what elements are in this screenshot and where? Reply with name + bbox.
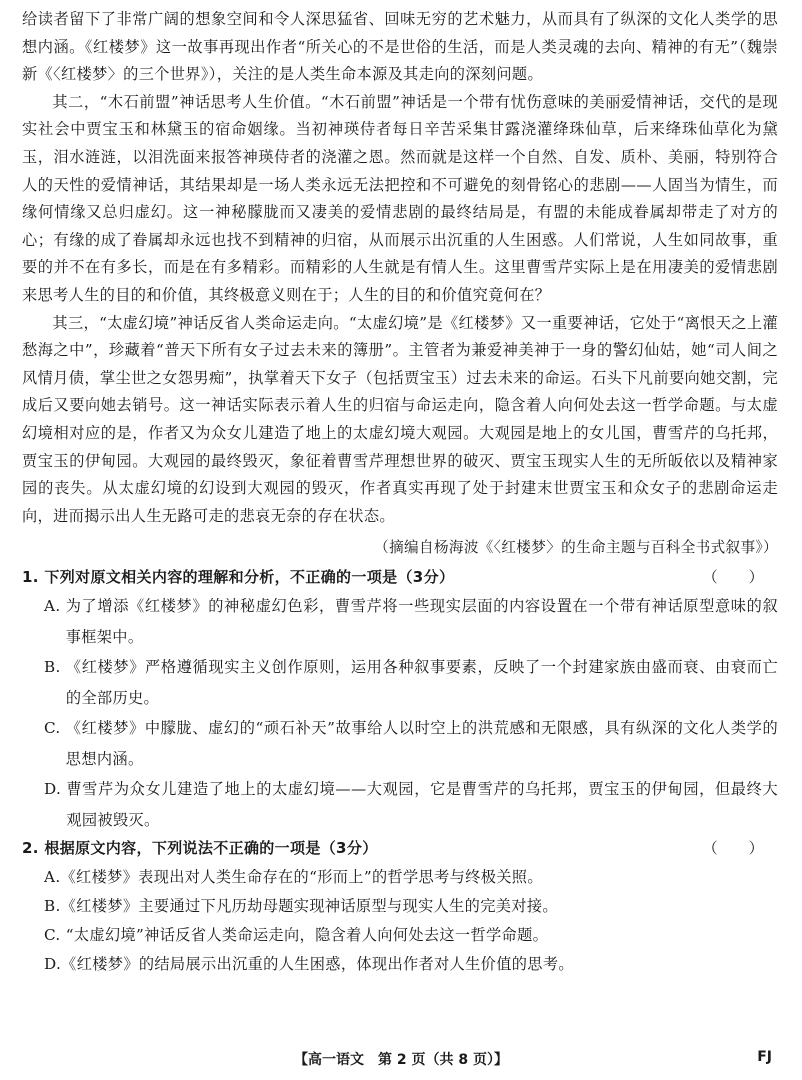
passage-paragraph-continued: 给读者留下了非常广阔的想象空间和令人深思猛省、回味无穷的艺术魅力，从而具有了纵深的文化人类学的思想内涵。《红楼梦》这一故事再现出作者“所关心的不是世俗的生活，而是人类灵魂的去向、精神的有无”（魏崇新《〈红楼梦〉的三个世界》），关注的是人类生命本源及其走向的深刻问题。: [22, 10, 778, 84]
question-1-option-d: [44, 774, 778, 835]
option-text: 《红楼梦》表现出对人类生命存在的“形而上”的哲学思考与终极关照。: [60, 868, 543, 887]
page-footer: [0, 1049, 802, 1073]
option-text: 曹雪芹为众女儿建造了地上的太虚幻境——大观园，它是曹雪芹的乌托邦，贾宝玉的伊甸园，但最终大观园被毁灭。: [66, 780, 778, 829]
option-text: 《红楼梦》中朦胧、虚幻的“顽石补天”故事给人以时空上的洪荒感和无限感，具有纵深的文化人类学的思想内涵。: [65, 719, 778, 768]
question-1-option-b: [44, 652, 778, 713]
question-2-option-d: [44, 950, 778, 979]
option-text: 为了增添《红楼梦》的神秘虚幻色彩，曹雪芹将一些现实层面的内容设置在一个带有神话原型意味的叙事框架中。: [65, 597, 778, 646]
footer-region-code: FJ: [757, 1049, 772, 1065]
passage-source: （摘编自杨海波《〈红楼梦〉的生命主题与百科全书式叙事》）: [374, 539, 778, 557]
question-2-stem: 2. 根据原文内容，下列说法不正确的一项是（3分）: [22, 839, 378, 858]
option-letter: B.: [44, 897, 61, 916]
question-1-option-a: [44, 591, 778, 652]
option-letter: D.: [44, 955, 62, 974]
question-1: [22, 564, 778, 836]
question-2-stem-row: [22, 835, 778, 863]
question-1-answer-bracket: （ ）: [702, 567, 764, 586]
question-2-answer-bracket: （ ）: [702, 839, 764, 858]
option-text: 《红楼梦》主要通过下凡历劫母题实现神话原型与现实人生的完美对接。: [60, 897, 558, 916]
option-letter: A.: [44, 868, 61, 887]
option-letter: C.: [44, 926, 66, 945]
question-2-option-c: [44, 921, 778, 950]
question-1-options: [22, 591, 778, 835]
question-1-option-c: [44, 713, 778, 774]
passage-paragraph-three: 其三，“太虚幻境”神话反省人类命运走向。“太虚幻境”是《红楼梦》又一重要神话，它处于“离恨天之上灌愁海之中”，珍藏着“普天下所有女子过去未来的簿册”。主管者为兼爱神美神于一身的警幻仙姑，她“司人间之风情月债，掌尘世之女怨男痴”，执掌着天下女子（包括贾宝玉）过去未来的命运。石头下凡前要向她交割，完成后又要向她去销号。这一神话实际表示着人生的归宿与命运走向，隐含着人向何处去这一哲学命题。与太虚幻境相对应的是，作者又为众女儿建造了地上的太虚幻境大观园。大观园是地上的女儿国，曹雪芹的乌托邦，贾宝玉的伊甸园。大观园的最终毁灭，象征着曹雪芹理想世界的破灭、贾宝玉现实人生的无所皈依以及精神家园的丧失。从太虚幻境的幻设到大观园的毁灭，作者真实再现了处于封建末世贾宝玉和众女子的悲剧命运走向，进而揭示出人生无路可走的悲哀无奈的存在状态。: [22, 313, 778, 525]
question-2-option-b: [44, 892, 778, 921]
footer-page-info: 【高一语文 第 2 页（共 8 页）】: [294, 1052, 508, 1068]
passage-paragraph-two: 其二，“木石前盟”神话思考人生价值。“木石前盟”神话是一个带有忧伤意味的美丽爱情神话，交代的是现实社会中贾宝玉和林黛玉的宿命姻缘。当初神瑛侍者每日辛苦采集甘露浇灌绛珠仙草，后来绛珠仙草化为黛玉，泪水涟涟，以泪洗面来报答神瑛侍者的浇灌之恩。然而就是这样一个自然、自发、质朴、美丽，特别符合人的天性的爱情神话，其结果却是一场人类永远无法把控和不可避免的刻骨铭心的悲剧——人固当为情生，而缘何情缘又总归虚幻。这一神秘朦胧而又凄美的爱情悲剧的最终结局是，有盟的未能成眷属却带走了对方的心；有缘的成了眷属却永远也找不到精神的归宿，从而展示出沉重的人生困惑。人们常说，人生如同故事，重要的并不在有多长，而是在有多精彩。而精彩的人生就是有情人生。这里曹雪芹实际上是在用凄美的爱情悲剧来思考人生的目的和价值，其终极意义则在于；人生的目的和价值究竟何在？: [22, 92, 778, 304]
question-2: [22, 835, 778, 979]
option-text: 《红楼梦》的结局展示出沉重的人生困惑，体现出作者对人生价值的思考。: [61, 955, 574, 974]
question-2-option-a: [44, 863, 778, 892]
option-letter: C.: [44, 719, 66, 738]
option-letter: D.: [44, 780, 67, 799]
question-1-stem-row: [22, 564, 778, 592]
page-content: [22, 6, 778, 979]
option-text: “太虚幻境”神话反省人类命运走向，隐含着人向何处去这一哲学命题。: [65, 926, 549, 945]
question-2-options: [22, 863, 778, 979]
option-letter: B.: [44, 658, 66, 677]
option-letter: A.: [44, 597, 66, 616]
option-text: 《红楼梦》严格遵循现实主义创作原则，运用各种叙事要素，反映了一个封建家族由盛而衰、由衰而亡的全部历史。: [65, 658, 778, 707]
question-1-stem: 1. 下列对原文相关内容的理解和分析，不正确的一项是（3分）: [22, 567, 455, 586]
